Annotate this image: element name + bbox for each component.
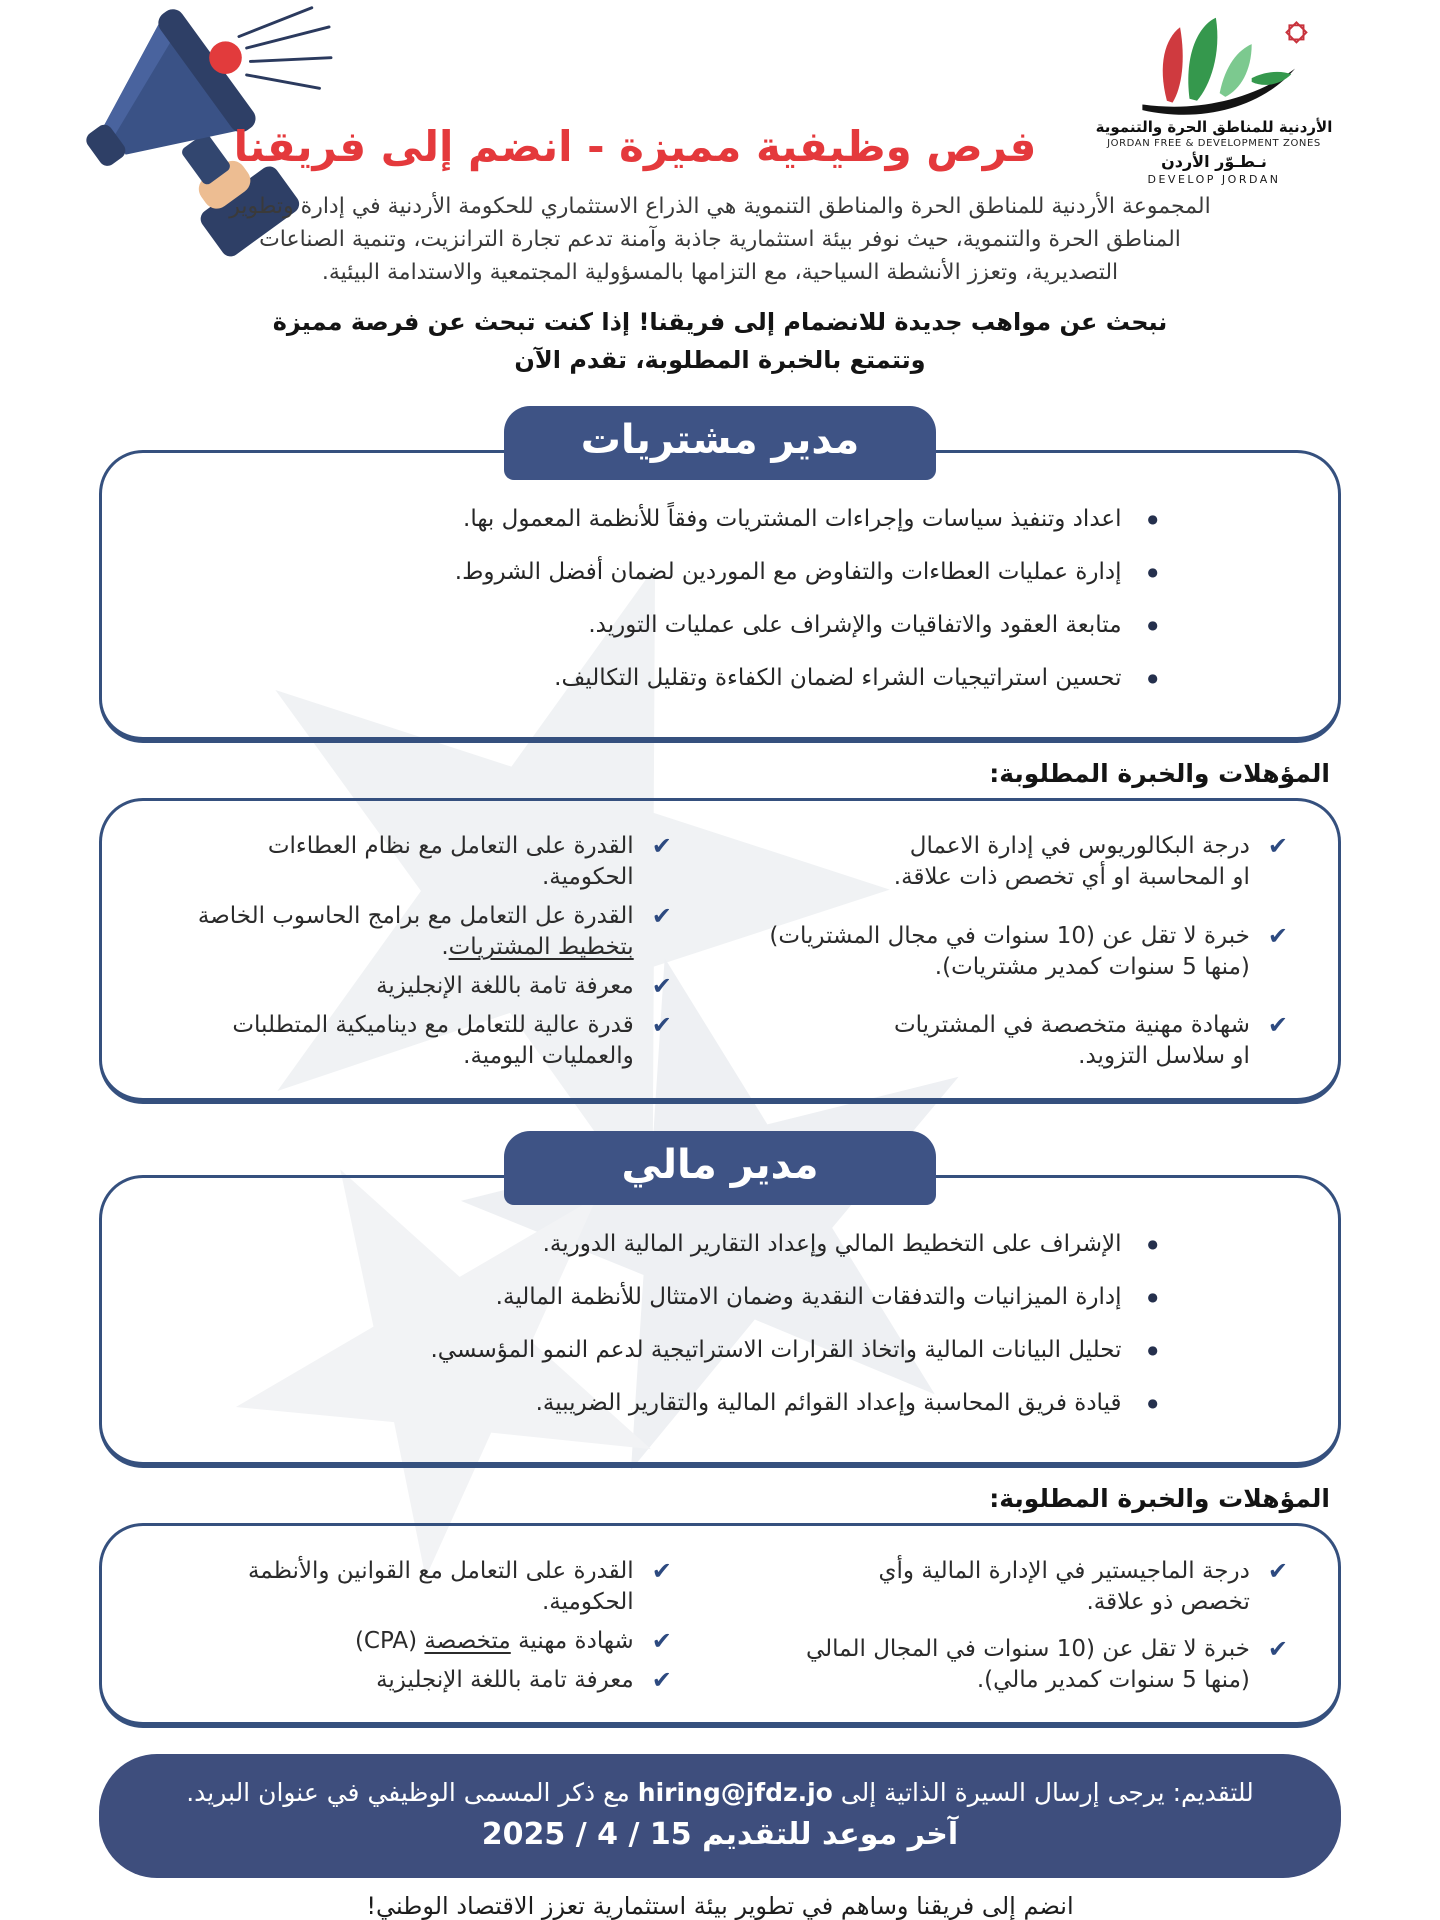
bullet-icon: ● — [1147, 671, 1158, 685]
org-logo-ar-name: الأردنية للمناطق الحرة والتنموية — [1095, 118, 1333, 136]
check-icon: ✔ — [1267, 1557, 1288, 1585]
qualification-item — [142, 1006, 672, 1076]
responsibility-item — [162, 662, 1158, 694]
qualification-text — [879, 1556, 1250, 1618]
qualification-text — [894, 1010, 1250, 1072]
qualification-segment: . — [441, 934, 449, 960]
qualification-item — [142, 967, 672, 1006]
qualification-item — [142, 1552, 672, 1622]
qualification-segment: القدرة على التعامل مع القوانين والأنظمة — [247, 1558, 634, 1584]
qualification-segment: خبرة لا تقل عن (10 سنوات في المجال المالي — [806, 1636, 1250, 1662]
qualification-text — [894, 831, 1250, 893]
job-section — [0, 406, 1440, 1104]
job-title-banner — [504, 1131, 936, 1205]
qualifications-column — [716, 1552, 1288, 1700]
qualification-segment: القدرة على التعامل مع نظام العطاءات — [267, 833, 634, 859]
intro-line: التصديرية، وتعزز الأنشطة السياحية، مع التزامها بالمسؤولية المجتمعية والاستدامة البيئية. — [321, 260, 1119, 285]
responsibility-item — [162, 556, 1158, 588]
qualifications-grid — [142, 827, 1288, 1076]
intro-line: المجموعة الأردنية للمناطق الحرة والمناطق التنموية هي الذراع الاستثماري للحكومة الأردنية في إدارة وتطوير — [229, 194, 1211, 219]
qualifications-grid — [142, 1552, 1288, 1700]
check-icon: ✔ — [1267, 832, 1288, 860]
qualification-line — [355, 1626, 634, 1657]
job-title-banner — [504, 406, 936, 480]
check-icon: ✔ — [1267, 1011, 1288, 1039]
responsibility-item — [162, 1228, 1158, 1260]
company-intro — [0, 190, 1440, 289]
qualification-segment: بتخطيط المشتريات — [448, 934, 634, 960]
responsibility-text: إدارة عمليات العطاءات والتفاوض مع الموردين لضمان أفضل الشروط. — [454, 559, 1122, 585]
qualification-line — [376, 1665, 634, 1696]
responsibility-text: الإشراف على التخطيط المالي وإعداد التقارير المالية الدورية. — [542, 1231, 1122, 1257]
qualification-line — [769, 921, 1250, 952]
responsibility-text: متابعة العقود والاتفاقيات والإشراف على عمليات التوريد. — [588, 612, 1122, 638]
responsibility-text: تحليل البيانات المالية واتخاذ القرارات الاستراتيجية لدعم النمو المؤسسي. — [430, 1337, 1122, 1363]
responsibility-text: قيادة فريق المحاسبة وإعداد القوائم المالية والتقارير الضريبية. — [535, 1390, 1122, 1416]
apply-instructions — [129, 1778, 1311, 1807]
job-title: مدير مشتريات — [580, 417, 860, 463]
qualification-line — [879, 1556, 1250, 1587]
qualification-text — [248, 1556, 634, 1618]
qualification-line — [232, 1010, 633, 1041]
check-icon: ✔ — [651, 832, 672, 860]
bullet-icon: ● — [1147, 512, 1158, 526]
qualification-item — [716, 1630, 1288, 1700]
qualification-segment: معرفة تامة باللغة الإنجليزية — [376, 973, 634, 999]
job-title: مدير مالي — [621, 1142, 819, 1188]
qualification-segment: او المحاسبة او أي تخصص ذات علاقة. — [893, 864, 1250, 890]
qualification-segment: او سلاسل التزويد. — [1078, 1043, 1250, 1069]
qualification-line — [806, 1634, 1250, 1665]
jobs-section — [0, 406, 1440, 1728]
qualification-line — [894, 1041, 1250, 1072]
check-icon: ✔ — [651, 1011, 672, 1039]
qualification-line — [268, 862, 634, 893]
qualification-segment: والعمليات اليومية. — [463, 1043, 634, 1069]
application-deadline: آخر موعد للتقديم 15 / 4 / 2025 — [481, 1817, 959, 1852]
intro-line: المناطق الحرة والتنموية، حيث نوفر بيئة استثمارية جاذبة وآمنة تدعم تجارة الترانزيت، وتنمية الصناعات — [259, 227, 1181, 252]
application-footer — [99, 1754, 1341, 1878]
qualification-segment: درجة الماجيستير في الإدارة المالية وأي — [878, 1558, 1250, 1584]
qualification-line — [198, 932, 634, 963]
qualifications-heading: المؤهلات والخبرة المطلوبة: — [989, 1484, 1330, 1513]
qualification-segment: قدرة عالية للتعامل مع ديناميكية المتطلبات — [232, 1012, 634, 1038]
qualifications-column — [716, 827, 1288, 1076]
responsibilities-box — [99, 450, 1341, 743]
qualification-line — [376, 971, 634, 1002]
qualification-item — [716, 917, 1288, 987]
qualification-item — [142, 1622, 672, 1661]
qualification-text — [232, 1010, 633, 1072]
check-icon: ✔ — [651, 972, 672, 1000]
page-title: فرص وظيفية مميزة - انضم إلى فريقنا — [233, 122, 1037, 172]
responsibilities-list — [162, 503, 1158, 694]
qualification-segment: (CPA) — [354, 1628, 425, 1654]
qualification-text — [806, 1634, 1250, 1696]
call-to-apply — [0, 303, 1440, 379]
qualification-line — [232, 1041, 633, 1072]
bullet-icon: ● — [1147, 565, 1158, 579]
apply-suffix: مع ذكر المسمى الوظيفي في عنوان البريد. — [186, 1778, 638, 1807]
qualification-text — [769, 921, 1250, 983]
qualification-segment: الحكومية. — [541, 1589, 634, 1615]
qualification-segment: شهادة مهنية متخصصة في المشتريات — [893, 1012, 1250, 1038]
check-icon: ✔ — [1267, 1635, 1288, 1663]
responsibilities-box — [99, 1175, 1341, 1468]
check-icon: ✔ — [1267, 921, 1288, 950]
org-logo-ar-slogan: نـطـوّر الأردن — [1161, 152, 1267, 171]
qualifications-heading: المؤهلات والخبرة المطلوبة: — [989, 759, 1330, 788]
check-icon: ✔ — [651, 1557, 672, 1585]
qualification-segment: درجة البكالوريوس في إدارة الاعمال — [909, 833, 1250, 859]
qualification-segment: (منها 5 سنوات كمدير مشتريات). — [934, 953, 1250, 980]
qualification-item — [716, 827, 1288, 897]
org-logo-en-name: JORDAN FREE & DEVELOPMENT ZONES — [1107, 138, 1321, 149]
qualifications-column — [142, 827, 672, 1076]
job-section — [0, 1131, 1440, 1728]
responsibility-item — [162, 1281, 1158, 1313]
bullet-icon: ● — [1147, 1290, 1158, 1304]
qualification-text — [198, 901, 634, 963]
qualifications-column — [142, 1552, 672, 1700]
responsibility-text: إدارة الميزانيات والتدفقات النقدية وضمان الامتثال للأنظمة المالية. — [495, 1284, 1122, 1310]
check-icon: ✔ — [651, 902, 672, 930]
qualification-text — [376, 971, 634, 1002]
responsibility-text: تحسين استراتيجيات الشراء لضمان الكفاءة وتقليل التكاليف. — [554, 665, 1122, 691]
qualification-line — [198, 901, 634, 932]
qualification-line — [248, 1556, 634, 1587]
qualification-text — [355, 1626, 634, 1657]
bullet-icon: ● — [1147, 1396, 1158, 1410]
qualification-segment: الحكومية. — [541, 864, 634, 890]
qualification-item — [142, 1661, 672, 1700]
closing-line: انضم إلى فريقنا وساهم في تطوير بيئة استثمارية تعزز الاقتصاد الوطني! — [366, 1892, 1074, 1920]
pitch-line: وتتمتع بالخبرة المطلوبة، تقدم الآن — [514, 346, 926, 374]
qualifications-box — [99, 798, 1341, 1104]
qualification-line — [248, 1587, 634, 1618]
qualification-segment: تخصص ذو علاقة. — [1086, 1589, 1250, 1615]
qualification-line — [894, 1010, 1250, 1041]
qualification-text — [376, 1665, 634, 1696]
bullet-icon: ● — [1147, 1343, 1158, 1357]
responsibility-item — [162, 609, 1158, 641]
responsibility-item — [162, 1334, 1158, 1366]
qualification-segment: معرفة تامة باللغة الإنجليزية — [376, 1667, 634, 1693]
qualification-line — [769, 952, 1250, 983]
bullet-icon: ● — [1147, 1237, 1158, 1251]
qualification-item — [716, 1006, 1288, 1076]
qualification-line — [806, 1665, 1250, 1696]
bullet-icon: ● — [1147, 618, 1158, 632]
responsibility-text: اعداد وتنفيذ سياسات وإجراءات المشتريات وفقاً للأنظمة المعمول بها. — [463, 506, 1122, 532]
qualification-segment: القدرة عل التعامل مع برامج الحاسوب الخاصة — [197, 903, 634, 929]
qualification-item — [142, 897, 672, 967]
qualification-item — [142, 827, 672, 897]
qualification-line — [894, 831, 1250, 862]
qualifications-box — [99, 1523, 1341, 1728]
qualification-segment: خبرة لا تقل عن (10 سنوات في مجال المشتريات) — [769, 922, 1250, 949]
qualification-item — [716, 1552, 1288, 1622]
qualification-segment: شهادة مهنية — [510, 1628, 634, 1654]
qualification-line — [879, 1587, 1250, 1618]
check-icon: ✔ — [651, 1666, 672, 1694]
apply-email: hiring@jfdz.jo — [637, 1778, 833, 1807]
qualification-segment: (منها 5 سنوات كمدير مالي). — [976, 1667, 1250, 1693]
check-icon: ✔ — [651, 1627, 672, 1655]
responsibility-item — [162, 1387, 1158, 1419]
apply-prefix: للتقديم: يرجى إرسال السيرة الذاتية إلى — [832, 1778, 1254, 1807]
org-logo-en-slogan: DEVELOP JORDAN — [1147, 173, 1281, 186]
responsibility-item — [162, 503, 1158, 535]
qualification-line — [894, 862, 1250, 893]
pitch-line: نبحث عن مواهب جديدة للانضمام إلى فريقنا! إذا كنت تبحث عن فرصة مميزة — [272, 308, 1168, 336]
qualification-line — [268, 831, 634, 862]
responsibilities-list — [162, 1228, 1158, 1419]
qualification-text — [268, 831, 634, 893]
qualification-segment: متخصصة — [424, 1628, 511, 1654]
